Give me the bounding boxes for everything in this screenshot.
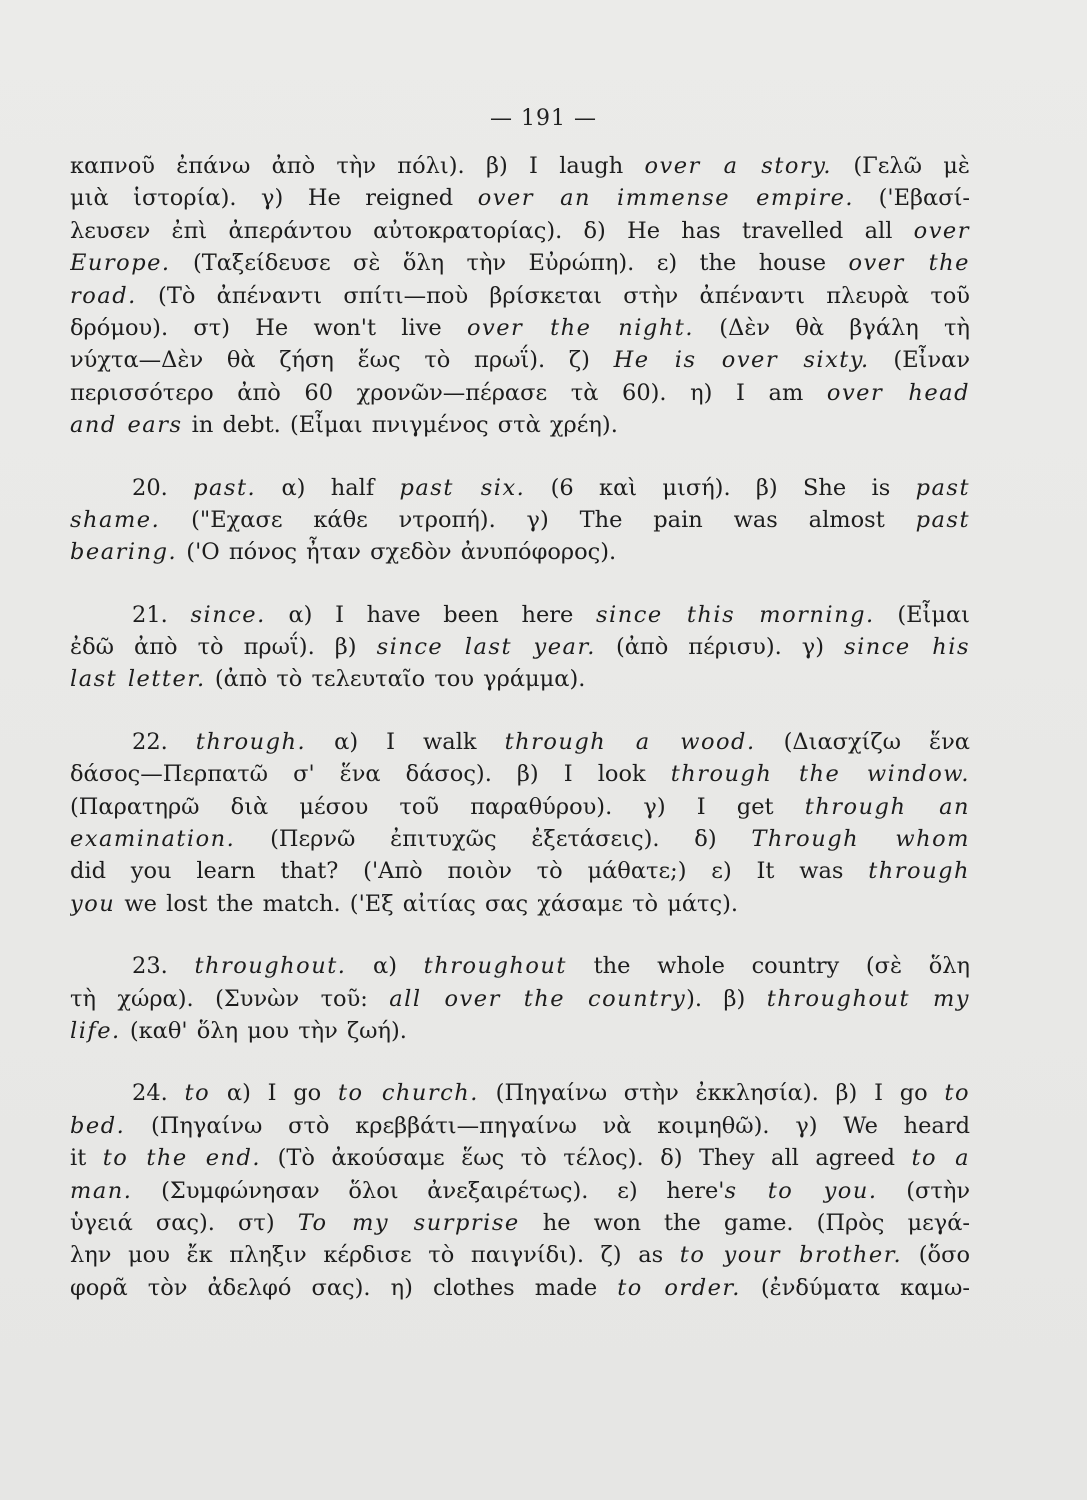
text-line	[70, 504, 970, 536]
italic-run: you	[70, 890, 116, 917]
text-run: ("Εχασε κάθε ντροπή). γ) The pain was almost	[160, 506, 916, 533]
italic-run: through	[868, 858, 970, 885]
text-line	[70, 983, 970, 1015]
italic-run: over the	[848, 250, 970, 277]
italic-run: throughout my	[766, 985, 970, 1012]
paragraph-throughout	[70, 950, 970, 1047]
text-run: (Περνῶ ἐπιτυχῶς ἐξετάσεις). δ)	[235, 826, 752, 853]
text-run: ). β)	[686, 985, 767, 1012]
text-run: α) I walk	[306, 728, 505, 755]
text-line	[70, 631, 970, 663]
text-run: (ἀπὸ πέρισυ). γ)	[595, 634, 845, 661]
italic-run: road.	[70, 282, 137, 309]
text-line	[70, 1110, 970, 1142]
text-line	[70, 1015, 970, 1047]
text-line	[70, 472, 970, 504]
italic-run: since this morning.	[596, 601, 875, 628]
italic-run: over an immense empire.	[477, 185, 855, 212]
text-run: (Γελῶ μὲ	[832, 153, 970, 179]
text-run: α) half	[256, 474, 400, 501]
text-run: (Δὲν θὰ βγάλη τὴ	[694, 314, 970, 341]
italic-run: bed.	[70, 1112, 126, 1139]
italic-run: over head	[826, 379, 970, 406]
text-line	[70, 1175, 970, 1207]
text-run: φορᾶ τὸν ἀδελφό σας). η) clothes made	[70, 1274, 618, 1301]
text-run: (Εἶμαι	[874, 601, 970, 628]
text-run: λην μου ἔκ πληξιν κέρδισε τὸ παιγνίδι). ζ) as	[70, 1242, 680, 1269]
italic-run: to the end.	[102, 1145, 262, 1172]
text-line	[70, 726, 970, 758]
italic-run: to	[944, 1080, 970, 1107]
italic-run: to a	[911, 1145, 970, 1172]
text-run: the whole country (σὲ ὅλη	[566, 953, 970, 980]
italic-run: s to you.	[724, 1177, 878, 1204]
italic-run: to order.	[617, 1274, 741, 1301]
text-run: (ἐνδύματα καμω-	[740, 1274, 970, 1301]
text-run: (Συμφώνησαν ὅλοι ἀνεξαιρέτως). ε) here'	[132, 1177, 725, 1204]
text-run: λευσεν ἐπὶ ἀπεράντου αὐτοκρατορίας). δ) He has travelled all	[70, 217, 914, 244]
text-line	[70, 1239, 970, 1271]
paragraph-through	[70, 726, 970, 920]
text-run: α) I go	[210, 1080, 338, 1107]
text-run: περισσότερο ἀπὸ 60 χρονῶν—πέρασε τὰ 60). η) I am	[70, 379, 827, 406]
italic-run: to	[184, 1080, 211, 1107]
text-line	[70, 280, 970, 312]
italic-run: throughout.	[194, 953, 347, 980]
italic-run: He is over sixty.	[613, 347, 870, 374]
text-line	[70, 1142, 970, 1174]
text-run: (ὅσο	[902, 1242, 970, 1269]
italic-run: past	[915, 506, 970, 533]
text-line	[70, 215, 970, 247]
text-line	[70, 247, 970, 279]
italic-run: past six.	[399, 474, 526, 501]
italic-run: and ears	[70, 412, 183, 439]
text-run: did you learn that? ('Απὸ ποιὸν τὸ μάθατε;) ε) It was	[70, 858, 869, 885]
italic-run: through.	[195, 728, 307, 755]
text-run: he won the game. (Πρὸς μεγά-	[519, 1209, 970, 1236]
paragraph-over	[70, 150, 970, 442]
italic-run: to church.	[337, 1080, 479, 1107]
italic-run: through a wood.	[504, 728, 756, 755]
italic-run: over the night.	[466, 314, 695, 341]
text-line	[70, 150, 970, 182]
paragraph-to	[70, 1077, 970, 1304]
italic-run: life.	[70, 1017, 121, 1044]
text-line	[70, 1207, 970, 1239]
text-run: τὴ χώρα). (Συνὼν τοῦ:	[70, 985, 390, 1012]
text-run: μιὰ ἱστορία). γ) He reigned	[70, 185, 478, 212]
text-run: (Παρατηρῶ διὰ μέσου τοῦ παραθύρου). γ) I get	[70, 793, 805, 820]
text-line	[70, 409, 970, 441]
italic-run: past	[915, 474, 970, 501]
italic-run: since his	[844, 634, 970, 661]
text-line	[70, 1272, 970, 1304]
italic-run: throughout	[423, 953, 567, 980]
body-text	[70, 150, 970, 1304]
text-run: ἐδῶ ἀπὸ τὸ πρωΐ). β)	[70, 634, 377, 661]
text-run: α) I have been here	[265, 601, 597, 628]
text-run: (Τὸ ἀκούσαμε ἕως τὸ τέλος). δ) They all agreed	[261, 1145, 912, 1172]
paragraph-past	[70, 472, 970, 569]
italic-run: through the window.	[670, 761, 970, 788]
text-run: 21.	[132, 601, 191, 628]
italic-run: over a story.	[644, 153, 833, 179]
text-run: (Πηγαίνω στὴν ἐκκλησία). β) I go	[478, 1080, 945, 1107]
text-run: (Εἶναν	[869, 347, 970, 374]
text-run: καπνοῦ ἐπάνω ἀπὸ τὴν πόλι). β) I laugh	[70, 153, 645, 179]
text-line	[70, 182, 970, 214]
italic-run: since last year.	[376, 634, 596, 661]
text-run: (καθ' ὅλη μου τὴν ζωή).	[120, 1017, 407, 1044]
text-line	[70, 599, 970, 631]
text-line	[70, 344, 970, 376]
text-line	[70, 823, 970, 855]
text-run: (Πηγαίνω στὸ κρεββάτι—πηγαίνω νὰ κοιμηθῶ). γ) We heard	[125, 1112, 970, 1139]
text-run: (6 καὶ μισή). β) She is	[525, 474, 916, 501]
paragraph-since	[70, 599, 970, 696]
text-run: (ἀπὸ τὸ τελευταῖο του γράμμα).	[205, 666, 586, 693]
italic-run: bearing.	[70, 539, 178, 566]
italic-run: past.	[193, 474, 257, 501]
text-line	[70, 1077, 970, 1109]
text-line	[70, 888, 970, 920]
italic-run: To my surprise	[297, 1209, 520, 1236]
text-run: νύχτα—Δὲν θὰ ζήση ἕως τὸ πρωΐ). ζ)	[70, 347, 614, 374]
text-line	[70, 758, 970, 790]
text-run: it	[70, 1145, 103, 1172]
text-run: 20.	[132, 474, 194, 501]
text-run: α)	[346, 953, 424, 980]
text-run: δάσος—Περπατῶ σ' ἕνα δάσος). β) I look	[70, 761, 671, 788]
italic-run: examination.	[70, 826, 236, 853]
italic-run: since.	[190, 601, 266, 628]
italic-run: last letter.	[70, 666, 206, 693]
text-run: 23.	[132, 953, 195, 980]
text-line	[70, 855, 970, 887]
text-run: ὑγειά σας). στ)	[70, 1209, 298, 1236]
text-run: (Ταξείδευσε σὲ ὅλη τὴν Εὐρώπη). ε) the house	[170, 250, 849, 277]
text-line	[70, 663, 970, 695]
text-line	[70, 312, 970, 344]
text-line	[70, 950, 970, 982]
text-run: ('Ο πόνος ἦταν σχεδὸν ἀνυπόφορος).	[177, 539, 617, 566]
italic-run: through an	[804, 793, 970, 820]
text-run: we lost the match. ('Εξ αἰτίας σας χάσαμε τὸ μάτς).	[115, 890, 739, 917]
text-line	[70, 377, 970, 409]
italic-run: Through whom	[751, 826, 970, 853]
italic-run: to your brother.	[679, 1242, 903, 1269]
italic-run: Europe.	[70, 250, 171, 277]
text-run: ('Εβασί-	[854, 185, 970, 212]
italic-run: shame.	[70, 506, 161, 533]
italic-run: all over the country	[389, 985, 687, 1012]
text-run: 24.	[132, 1080, 185, 1107]
page-number: — 191 —	[490, 106, 597, 131]
text-run: δρόμου). στ) He won't live	[70, 314, 467, 341]
text-line	[70, 536, 970, 568]
text-run: (στὴν	[877, 1177, 970, 1204]
text-run: in debt. (Εἶμαι πνιγμένος στὰ χρέη).	[182, 412, 618, 439]
italic-run: man.	[70, 1177, 133, 1204]
text-run: 22.	[132, 728, 196, 755]
text-run: (Διασχίζω ἕνα	[755, 728, 970, 755]
text-line	[70, 791, 970, 823]
text-run: (Τὸ ἀπέναντι σπίτι—ποὺ βρίσκεται στὴν ἀπέναντι πλευρὰ τοῦ	[136, 282, 970, 309]
italic-run: over	[913, 217, 970, 244]
